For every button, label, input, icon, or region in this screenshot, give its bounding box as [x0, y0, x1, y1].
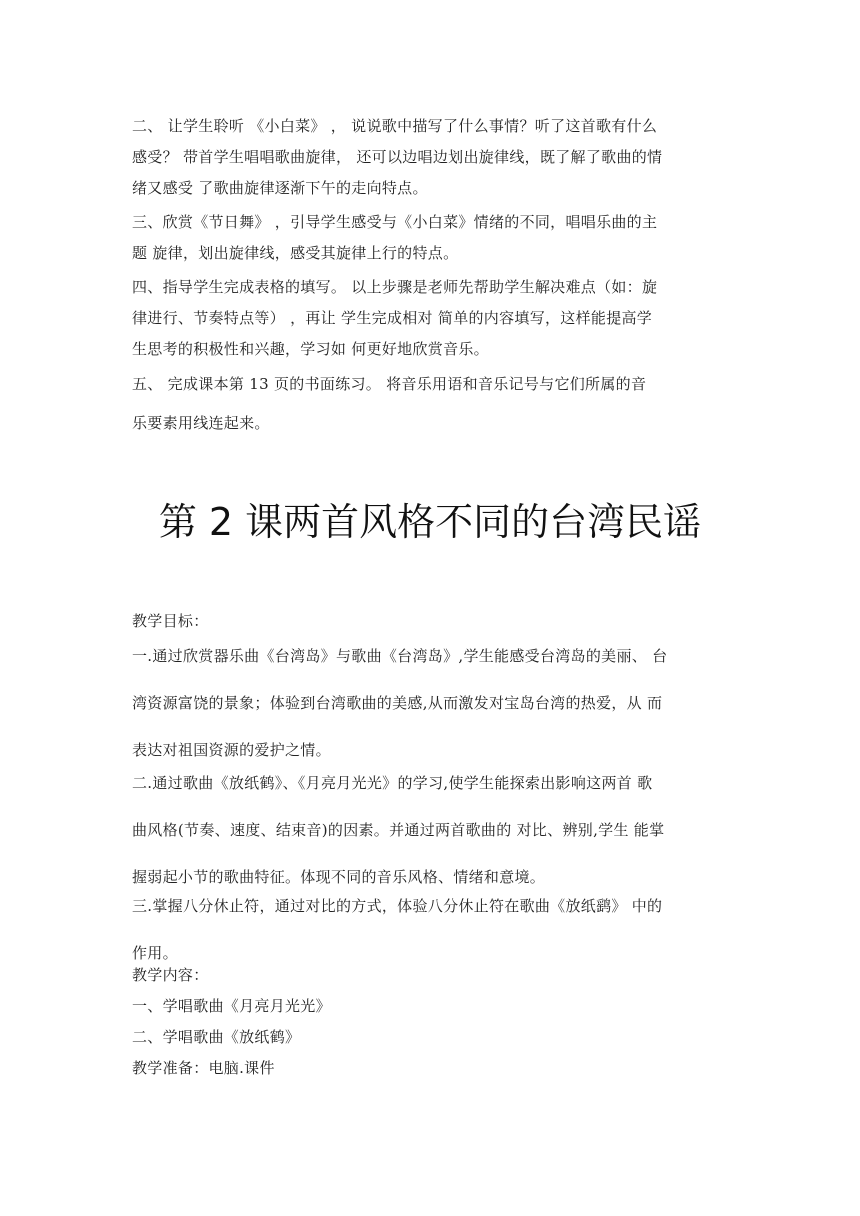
- text-line: 感受？ 带首学生唱唱歌曲旋律， 还可以边唱边划出旋律线，既了解了歌曲的情: [132, 148, 663, 166]
- step-two-paragraph: [132, 111, 730, 204]
- text-line: 曲风格(节奏、速度、结束音)的因素。并通过两首歌曲的 对比、辨别,学生 能掌: [132, 821, 665, 839]
- text-line: 握弱起小节的歌曲特征。体现不同的音乐风格、情绪和意境。: [132, 868, 546, 886]
- objective-two-paragraph: [132, 760, 730, 893]
- step-five-paragraph: [132, 369, 730, 439]
- text-line: 五、 完成课本第 13 页的书面练习。 将音乐用语和音乐记号与它们所属的音: [132, 375, 647, 393]
- text-line: 生思考的积极性和兴趣，学习如 何更好地欣赏音乐。: [132, 340, 489, 358]
- text-line: 四、指导学生完成表格的填写。 以上步骤是老师先帮助学生解决难点（如：旋: [132, 278, 658, 296]
- heading-text: 教学目标：: [132, 612, 209, 630]
- text-line: 二.通过歌曲《放纸鹤》、《月亮月光光》的学习,使学生能探索出影响这两首 歌: [132, 774, 653, 792]
- text-line: 湾资源富饶的景象；体验到台湾歌曲的美感,从而激发对宝岛台湾的热爱，从 而: [132, 694, 663, 712]
- text-line: 绪又感受 了歌曲旋律逐渐下午的走向特点。: [132, 179, 428, 197]
- preparation-text: 教学准备：电脑.课件: [132, 1059, 275, 1077]
- content-section: [132, 960, 730, 1084]
- content-heading: 教学内容：: [132, 966, 209, 984]
- text-line: 表达对祖国资源的爱护之情。: [132, 741, 331, 759]
- objective-one-paragraph: [132, 633, 730, 766]
- text-line: 二、 让学生聆听 《小白菜》 ， 说说歌中描写了什么事情？听了这首歌有什么: [132, 117, 658, 135]
- text-line: 三、欣赏《节日舞》 ，引导学生感受与《小白菜》情绪的不同，唱唱乐曲的主: [132, 213, 658, 231]
- step-three-paragraph: [132, 207, 730, 269]
- text-line: 三.掌握八分休止符，通过对比的方式，体验八分休止符在歌曲《放纸鹞》 中的: [132, 897, 663, 915]
- step-four-paragraph: [132, 272, 730, 365]
- content-item: 二、学唱歌曲《放纸鹤》: [132, 1028, 301, 1046]
- text-line: 题 旋律，划出旋律线，感受其旋律上行的特点。: [132, 244, 459, 262]
- content-item: 一、学唱歌曲《月亮月光光》: [132, 997, 331, 1015]
- text-line: 乐要素用线连起来。: [132, 414, 270, 432]
- text-line: 作用。: [132, 944, 178, 962]
- lesson-title: 第 2 课两首风格不同的台湾民谣: [158, 500, 702, 544]
- text-line: 一.通过欣赏器乐曲《台湾岛》与歌曲《台湾岛》,学生能感受台湾岛的美丽、 台: [132, 647, 668, 665]
- text-line: 律进行、节奏特点等） ，再让 学生完成相对 简单的内容填写，这样能提高学: [132, 309, 653, 327]
